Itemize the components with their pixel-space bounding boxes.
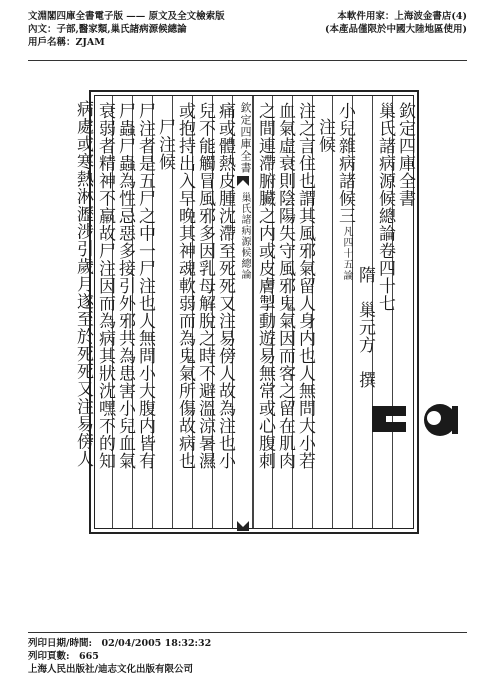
text-column: 病處或寒熱淋瀝涉引歲月遂至於死死又注易傍人 [73,100,93,468]
header-licensee: 本軟件用家：上海波金書店(4) [337,11,467,22]
text-column: 兒不能觸冒風邪多因乳母解脫之時不避溫涼暑濕 [195,102,215,470]
book-header-title: 欽定四庫全書 [395,102,415,207]
volume-title: 巢氏諸病源候總論卷四十七 [375,102,395,312]
text-column: 或抱持出入早晚其神魂軟弱而為鬼氣所傷故病也 [175,102,195,470]
text-column: 之間連滯腑臟之内或皮膚掣動遊易無常或心腹刺 [255,102,275,470]
text-column: 注之言住也謂其風邪氣留人身内也人無問大小若 [295,102,315,470]
text-column: 尸蟲尸蟲為性忌惡多接引外邪共為患害小兒血氣 [115,102,135,470]
header-right [325,10,467,36]
header-content: 內文：子部,醫家類,巢氏諸病源候總論 [28,24,187,35]
publisher-seal-icon [368,400,468,440]
center-subtitle: 巢氏諸病源候總論 [239,192,250,280]
header-restriction: (本產品僅限於中國大陸地區使用) [325,24,467,35]
center-title: 欽定四庫全書 [239,102,252,174]
footer-divider [28,632,467,633]
text-column: 痛或體熱皮腫沈滯至死死又注易傍人故為注也小 [215,102,235,470]
text-column: 衰弱者精神不羸故尸注因而為病其狀沈嘿不的知 [95,102,115,470]
book-page-inner [94,95,414,529]
chapter-note: 凡四十五論 [341,226,352,281]
header-left [28,10,225,49]
text-column: 尸注者是五尸之中一尸注也人無問小大腹内皆有 [135,102,155,470]
section-heading: 注候 [315,118,335,153]
section-heading: 尸注候 [155,118,175,171]
chapter-title: 小兒雜病諸候三 [335,102,355,225]
print-pages: 列印頁數: 665 [28,651,99,662]
publisher: 上海人民出版社/迪志文化出版有限公司 [28,664,193,675]
header-title: 文淵閣四庫全書電子版 —— 原文及全文檢索版 [28,11,225,22]
header-user: 用戶名稱：ZJAM [28,37,105,48]
header-divider [28,60,467,61]
footer [28,637,211,676]
fish-tail-top [237,176,249,186]
text-column: 血氣虛衰則陰陽失守風邪鬼氣因而客之留在肌肉 [275,102,295,470]
fish-tail-bottom [237,521,249,531]
author-line: 隋 巢元方 撰 [355,266,375,389]
book-page [89,90,419,534]
print-datetime: 列印日期/時間: 02/04/2005 18:32:32 [28,638,212,649]
